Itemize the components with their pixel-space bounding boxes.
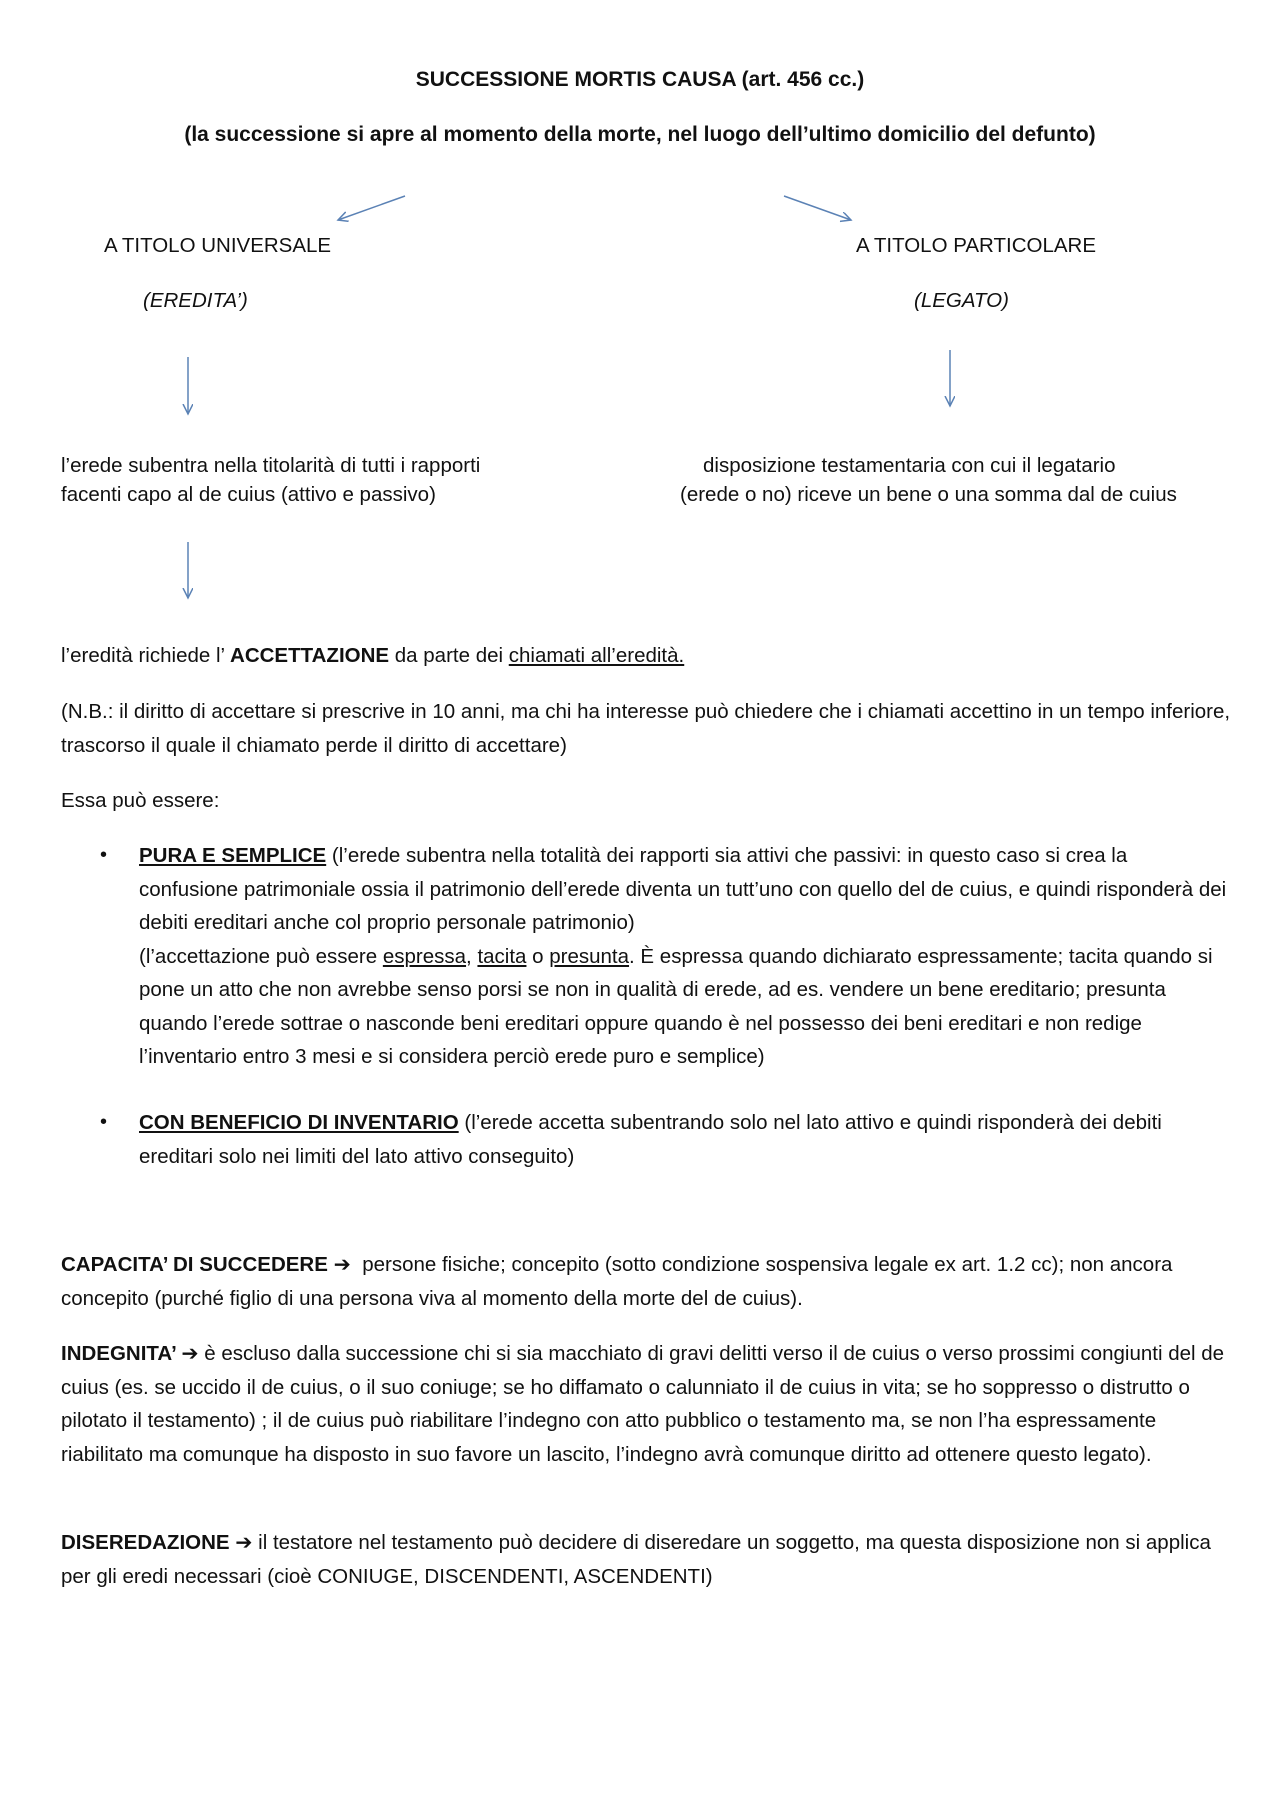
indegnita-arrow-icon: ➔	[175, 1342, 205, 1365]
acceptance-mid: da parte dei	[389, 644, 509, 667]
bullet-pura-e-semplice	[139, 839, 1229, 1074]
diseredazione-text: il testatore nel testamento può decidere di diseredare un soggetto, ma questa disposizione non si applica per gli eredi necessari (cioè CONIUGE, DISCENDENTI, ASCENDENTI)	[61, 1531, 1211, 1588]
pura-text: (l’erede subentra nella totalità dei rapporti sia attivi che passivi: in questo caso si crea la confusione patrimoniale ossia il patrimonio dell’erede diventa un tutt’uno con quello del de cuius, e quindi risponderà dei debiti ereditari anche col proprio personale patrimonio)	[139, 844, 1227, 934]
acceptance-keyword: ACCETTAZIONE	[230, 644, 390, 667]
acceptance-line	[61, 641, 684, 670]
indegnita-text: è escluso dalla successione chi si sia macchiato di gravi delitti verso il de cuius o verso prossimi congiunti del de cuius (es. se uccido il de cuius, o il suo coniuge; se ho diffamato o calunniato il de cuius in vita; se ho soppresso o distrutto o pilotato il testamento) ; il de cuius può riabilitare l’indegno con atto pubblico o testamento ma, se non l’ha espressamente riabilitato ma comunque ha disposto in suo favore un lascito, l’indegno avrà comunque diritto ad ottenere questo legato).	[61, 1342, 1225, 1466]
branch-universale-desc-2: facenti capo al de cuius (attivo e passivo)	[61, 483, 436, 506]
sep-1: ,	[466, 944, 478, 968]
branch-universale-subtitle: (EREDITA’)	[143, 289, 248, 312]
pura-sub-pre: (l’accettazione può essere	[139, 944, 383, 968]
diseredazione-label: DISEREDAZIONE	[61, 1531, 230, 1554]
acceptance-pre: l’eredità richiede l’	[61, 644, 231, 667]
beneficio-text: (l’erede accetta subentrando solo nel lato attivo e quindi risponderà dei debiti ereditari solo nei limiti del lato attivo conseguito)	[139, 1111, 1162, 1168]
bullet-dot-beneficio: •	[100, 1111, 108, 1133]
option-presunta: presunta	[549, 944, 630, 968]
option-espressa: espressa	[382, 944, 467, 968]
branch-particolare-title: A TITOLO PARTICOLARE	[856, 234, 1097, 257]
beneficio-heading: CON BENEFICIO DI INVENTARIO	[139, 1111, 459, 1134]
bullet-dot-pura: •	[100, 844, 108, 866]
pura-sub-rest: . È espressa quando dichiarato espressamente; tacita quando si pone un atto che non avrebbe senso porsi se non in qualità di erede, ad es. vendere un bene ereditario; presunta quando l’erede sottrae o nasconde beni ereditari oppure quando è nel possesso dei beni ereditari e non redige l’inventario entro 3 mesi e si considera perciò erede puro e semplice)	[139, 944, 1213, 1068]
branch-particolare-desc-2: (erede o no) riceve un bene o una somma dal de cuius	[680, 483, 1177, 506]
branch-universale-title: A TITOLO UNIVERSALE	[104, 234, 332, 257]
capacita-label: CAPACITA’ DI SUCCEDERE	[61, 1253, 328, 1276]
capacita-arrow-icon: ➔	[327, 1253, 357, 1276]
diseredazione-arrow-icon: ➔	[229, 1531, 259, 1554]
indegnita-label: INDEGNITA’	[61, 1342, 176, 1365]
nb-paragraph: (N.B.: il diritto di accettare si prescrive in 10 anni, ma chi ha interesse può chiedere che i chiamati accettino in un tempo inferiore, trascorso il quale il chiamato perde il diritto di accettare)	[61, 700, 1231, 757]
capacita-text: persone fisiche; concepito (sotto condizione sospensiva legale ex art. 1.2 cc); non ancora concepito (purché figlio di una persona viva al momento della morte del de cuius).	[61, 1253, 1173, 1310]
branch-particolare-subtitle: (LEGATO)	[914, 289, 1009, 312]
section-capacita	[61, 1248, 1231, 1315]
acceptance-chiamati: chiamati all’eredità.	[508, 644, 685, 667]
section-indegnita	[61, 1337, 1231, 1471]
arrow-to-particolare	[784, 196, 851, 220]
page-title: SUCCESSIONE MORTIS CAUSA (art. 456 cc.)	[415, 68, 865, 91]
page-subtitle: (la successione si apre al momento della morte, nel luogo dell’ultimo domicilio del defunto)	[184, 123, 1096, 146]
section-diseredazione	[61, 1526, 1231, 1593]
pura-heading: PURA E SEMPLICE	[139, 844, 327, 867]
branch-universale-desc-1: l’erede subentra nella titolarità di tutti i rapporti	[61, 454, 481, 477]
bullet-beneficio-inventario	[139, 1106, 1229, 1173]
intro-text: Essa può essere:	[61, 789, 220, 812]
sep-2: o	[526, 944, 550, 968]
arrow-to-universale	[338, 196, 405, 220]
option-tacita: tacita	[477, 944, 527, 968]
branch-particolare-desc-1: disposizione testamentaria con cui il legatario	[703, 454, 1116, 477]
